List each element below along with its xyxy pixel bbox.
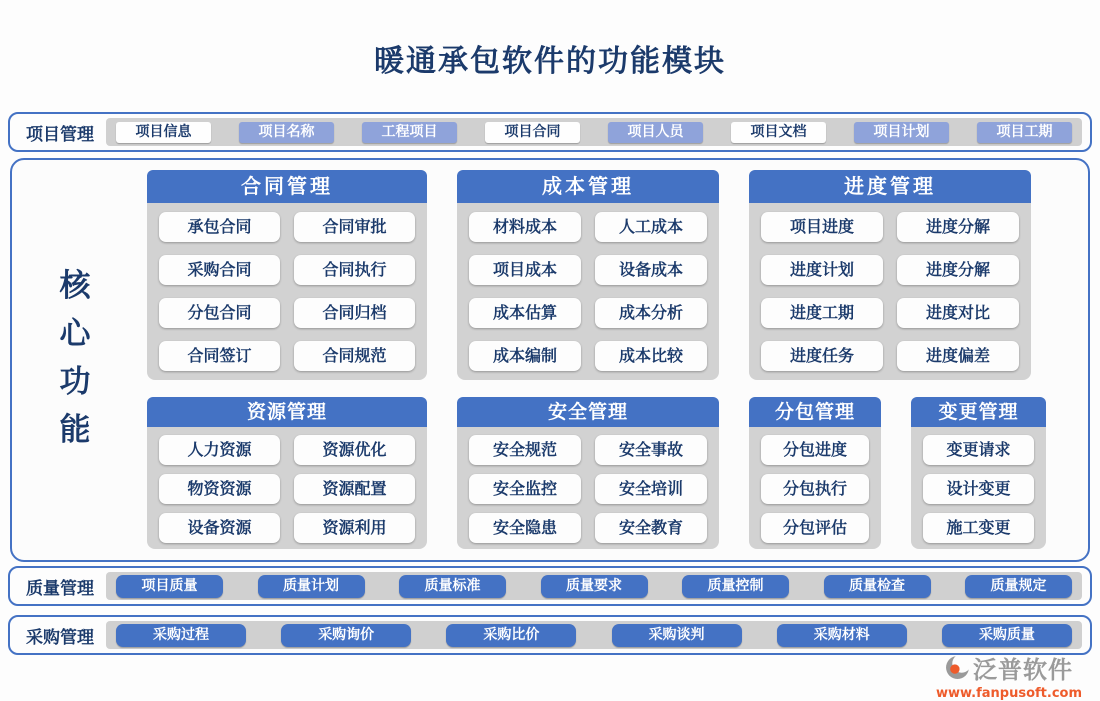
module-button[interactable]: 安全事故 [595,435,707,465]
fanpu-logo-icon [945,655,970,680]
module-button[interactable]: 成本分析 [595,298,707,328]
quality-button[interactable]: 质量要求 [541,575,648,598]
module-button[interactable]: 施工变更 [923,513,1034,543]
module-button[interactable]: 安全教育 [595,513,707,543]
module-button[interactable]: 人力资源 [159,435,280,465]
module-button[interactable]: 合同规范 [294,341,415,371]
module-button[interactable]: 成本比较 [595,341,707,371]
module-button[interactable]: 成本编制 [469,341,581,371]
project-button[interactable]: 项目文档 [731,122,826,143]
module-button[interactable]: 进度对比 [897,298,1019,328]
module-button[interactable]: 安全监控 [469,474,581,504]
panel-title: 分包管理 [749,397,881,427]
quality-button[interactable]: 质量规定 [965,575,1072,598]
quality-band-label: 质量管理 [26,578,94,599]
module-button[interactable]: 进度工期 [761,298,883,328]
procure-button[interactable]: 采购过程 [116,624,246,647]
module-button[interactable]: 安全规范 [469,435,581,465]
panels-row-top [147,170,1031,380]
module-button[interactable]: 分包进度 [761,435,869,465]
project-button[interactable]: 项目信息 [116,122,211,143]
module-button[interactable]: 人工成本 [595,212,707,242]
module-button[interactable]: 安全培训 [595,474,707,504]
procurement-band-strip [106,621,1082,649]
module-button[interactable]: 分包合同 [159,298,280,328]
module-button[interactable]: 变更请求 [923,435,1034,465]
module-button[interactable]: 材料成本 [469,212,581,242]
panel-title: 变更管理 [911,397,1046,427]
quality-button[interactable]: 质量标准 [399,575,506,598]
quality-button[interactable]: 质量控制 [682,575,789,598]
module-button[interactable]: 资源优化 [294,435,415,465]
panel-body [749,203,1031,380]
project-button[interactable]: 工程项目 [362,122,457,143]
panel [457,170,719,380]
procure-button[interactable]: 采购材料 [777,624,907,647]
procurement-management-band [8,615,1092,655]
project-button[interactable]: 项目工期 [977,122,1072,143]
module-button[interactable]: 资源利用 [294,513,415,543]
module-button[interactable]: 项目进度 [761,212,883,242]
panel-title: 成本管理 [457,170,719,203]
panel-title: 进度管理 [749,170,1031,203]
panel-body [749,427,881,549]
panel-body [147,203,427,380]
core-functions-box [10,158,1090,562]
module-button[interactable]: 合同执行 [294,255,415,285]
procurement-band-label: 采购管理 [26,627,94,648]
panel-title: 合同管理 [147,170,427,203]
quality-band-strip [106,572,1082,600]
fanpu-brand-name: 泛普软件 [973,655,1073,684]
module-button[interactable]: 进度任务 [761,341,883,371]
module-button[interactable]: 成本估算 [469,298,581,328]
panel-body [457,427,719,549]
module-button[interactable]: 合同归档 [294,298,415,328]
module-button[interactable]: 分包执行 [761,474,869,504]
project-button[interactable]: 项目计划 [854,122,949,143]
module-button[interactable]: 项目成本 [469,255,581,285]
module-button[interactable]: 物资资源 [159,474,280,504]
module-button[interactable]: 进度分解 [897,212,1019,242]
module-button[interactable]: 合同审批 [294,212,415,242]
page-title: 暖通承包软件的功能模块 [374,44,726,79]
panel-body [911,427,1046,549]
module-button[interactable]: 进度偏差 [897,341,1019,371]
project-button[interactable]: 项目合同 [485,122,580,143]
module-button[interactable]: 分包评估 [761,513,869,543]
module-button[interactable]: 设备成本 [595,255,707,285]
module-button[interactable]: 进度分解 [897,255,1019,285]
quality-management-band [8,566,1092,606]
project-management-band [8,112,1092,152]
procure-button[interactable]: 采购谈判 [612,624,742,647]
panels-row-bottom [147,397,1046,549]
module-button[interactable]: 承包合同 [159,212,280,242]
panel-body [147,427,427,549]
project-band-label: 项目管理 [26,124,94,145]
panel [147,170,427,380]
module-button[interactable]: 合同签订 [159,341,280,371]
quality-button[interactable]: 项目质量 [116,575,223,598]
module-button[interactable]: 安全隐患 [469,513,581,543]
quality-button[interactable]: 质量计划 [258,575,365,598]
panel [749,397,881,549]
panel-title: 安全管理 [457,397,719,427]
project-band-strip [106,118,1082,146]
quality-button[interactable]: 质量检查 [824,575,931,598]
module-button[interactable]: 资源配置 [294,474,415,504]
module-button[interactable]: 设计变更 [923,474,1034,504]
panel-title: 资源管理 [147,397,427,427]
panel-body [457,203,719,380]
module-button[interactable]: 采购合同 [159,255,280,285]
procure-button[interactable]: 采购询价 [281,624,411,647]
module-button[interactable]: 进度计划 [761,255,883,285]
panel [749,170,1031,380]
project-button[interactable]: 项目名称 [239,122,334,143]
core-functions-label: 核心功能 [59,268,91,448]
module-button[interactable]: 设备资源 [159,513,280,543]
panel [911,397,1046,549]
fanpu-brand-url: www.fanpusoft.com [935,686,1083,701]
procure-button[interactable]: 采购比价 [446,624,576,647]
procure-button[interactable]: 采购质量 [942,624,1072,647]
project-button[interactable]: 项目人员 [608,122,703,143]
panel [147,397,427,549]
panel [457,397,719,549]
fanpu-watermark [924,650,1094,701]
